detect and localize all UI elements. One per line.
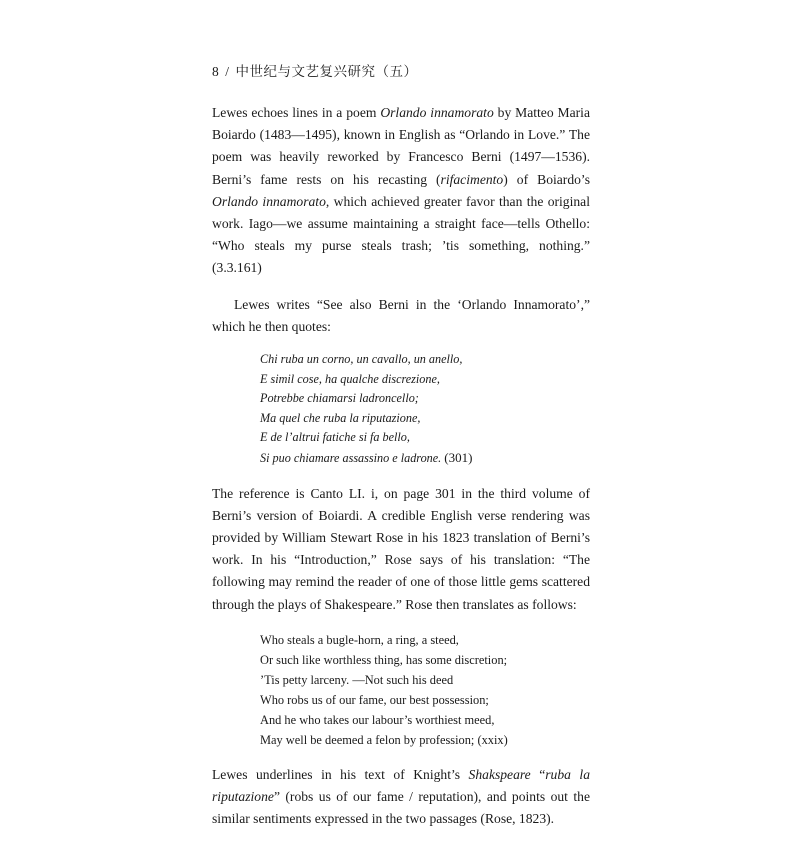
paragraph-boiardo — [212, 102, 590, 280]
english-verse-line: Who robs us of our fame, our best possession; — [260, 692, 489, 707]
running-header — [212, 60, 590, 80]
p1-title-orlando-1: Orlando innamorato — [380, 105, 494, 120]
italian-verse-line-text: Si puo chiamare assassino e ladrone. — [260, 451, 442, 465]
p1-title-orlando-2: Orlando innamorato — [212, 193, 326, 209]
p4-phrase-ruba: ruba la riputazione — [212, 766, 590, 805]
book-title: 中世纪与文艺复兴研究（五） — [235, 64, 418, 79]
italian-verse-line: Potrebbe chiamarsi ladroncello; — [260, 391, 419, 406]
italian-verse-block — [260, 350, 590, 469]
italian-verse-line: E simil cose, ha qualche discrezione, — [260, 371, 440, 386]
italian-verse-line: Chi ruba un corno, un cavallo, un anello, — [260, 352, 463, 367]
book-page — [212, 60, 590, 844]
italian-verse-line: Ma quel che ruba la riputazione, — [260, 410, 421, 425]
italian-verse-line: E de l’altrui fatiche si fa bello, — [260, 430, 410, 445]
english-verse-line: May well be deemed a felon by profession; (xxix) — [260, 732, 508, 747]
english-verse-line: Who steals a bugle-horn, a ring, a steed, — [260, 632, 459, 647]
english-verse-block — [260, 630, 590, 750]
p4-text-b: “ — [530, 766, 546, 782]
italian-verse-line-last — [260, 448, 590, 469]
p1-term-rifacimento: rifacimento — [440, 171, 504, 187]
p4-title-shakspeare: Shakspeare — [468, 766, 531, 782]
p1-text-c: ) of Boiardo’s — [503, 171, 590, 187]
paragraph-lewes-writes: Lewes writes “See also Berni in the ‘Orlando Innamorato’,” which he then quotes: — [212, 296, 590, 334]
italian-verse-citation: (301) — [444, 450, 473, 465]
header-separator: / — [225, 64, 230, 79]
p1-text-a: Lewes echoes lines in a poem — [212, 105, 381, 120]
p1-text-d: , which achieved greater favor than the original work. Iago—we assume maintaining a straight face—tells Othello: “Who steals my purse steals trash; ’tis something, nothing.” (3.3.161) — [212, 193, 590, 276]
page-number: 8 — [212, 64, 220, 79]
paragraph-reference: The reference is Canto LI. i, on page 301 in the third volume of Berni’s version of Boiardi. A credible English verse rendering was provided by William Stewart Rose in his 1823 translation of Berni’s work. In his “Introduction,” Rose says of his translation: “The following may remind the reader of one of those little gems scattered through the plays of Shakespeare.” Rose then translates as follows: — [212, 485, 590, 612]
english-verse-line: ’Tis petty larceny. —Not such his deed — [260, 672, 454, 687]
english-verse-line: And he who takes our labour’s worthiest meed, — [260, 712, 495, 727]
p4-text-c: ” (robs us of our fame / reputation), and points out the similar sentiments expressed in the two passages (Rose, 1823). — [212, 789, 590, 827]
p4-text-a: Lewes underlines in his text of Knight’s — [212, 766, 469, 782]
paragraph-lewes-underlines — [212, 764, 590, 831]
p1-text-b: by Matteo Maria Boiardo (1483—1495), known in English as “Orlando in Love.” The poem was heavily reworked by Francesco Berni (1497—1536). Berni’s fame rests on his recasting ( — [212, 105, 590, 187]
english-verse-line: Or such like worthless thing, has some discretion; — [260, 652, 508, 667]
